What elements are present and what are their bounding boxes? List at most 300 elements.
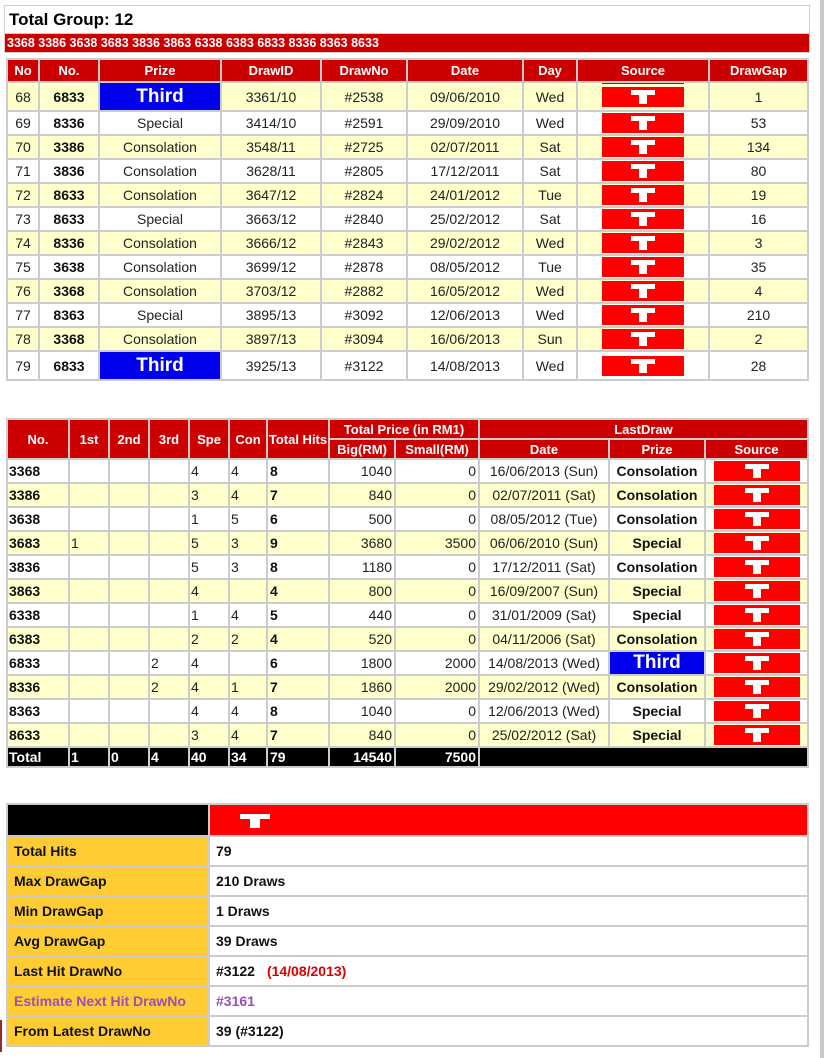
- row-prize: Consolation: [100, 280, 220, 302]
- row-draw-id: 3895/13: [222, 304, 320, 326]
- row-big: 3680: [330, 532, 394, 554]
- row-day: Tue: [524, 184, 576, 206]
- row-small: 0: [396, 508, 478, 530]
- row-lastdraw-prize: Consolation: [610, 556, 704, 578]
- row-day: Tue: [524, 256, 576, 278]
- table-row: [8, 532, 807, 554]
- row-day: Wed: [524, 112, 576, 134]
- page-edge-mark: [0, 1020, 2, 1052]
- toto-logo-icon[interactable]: [714, 677, 800, 697]
- table-row: [8, 700, 807, 722]
- row-second: [110, 484, 148, 506]
- stats-value-date: (14/08/2013): [266, 963, 347, 979]
- total-row: [8, 748, 807, 766]
- row-draw-no: #2538: [322, 83, 406, 110]
- toto-logo-icon[interactable]: [602, 161, 684, 181]
- row-lastdraw-date: 12/06/2013 (Wed): [480, 700, 608, 722]
- row-lastdraw-date: 31/01/2009 (Sat): [480, 604, 608, 626]
- row-no: 74: [8, 232, 38, 254]
- group-numbers: 3368 3386 3638 3683 3836 3863 6338 6383 6833 8336 8363 8633: [5, 33, 809, 52]
- col-first: 1st: [70, 420, 108, 458]
- stats-table: [6, 803, 809, 1047]
- row-draw-gap: 35: [710, 256, 807, 278]
- row-source[interactable]: [578, 208, 708, 230]
- row-draw-gap: 4: [710, 280, 807, 302]
- row-lastdraw-prize: Special: [610, 724, 704, 746]
- table-row: [8, 184, 807, 206]
- row-small: 0: [396, 484, 478, 506]
- col-second: 2nd: [110, 420, 148, 458]
- row-second: [110, 700, 148, 722]
- row-draw-id: 3361/10: [222, 83, 320, 110]
- row-draw-no: #2882: [322, 280, 406, 302]
- stats-value-text: 210 Draws: [216, 873, 286, 889]
- row-number: 8336: [40, 232, 98, 254]
- row-no: 69: [8, 112, 38, 134]
- row-small: 0: [396, 604, 478, 626]
- number-summary-table: [6, 418, 809, 768]
- row-prize: Special: [100, 112, 220, 134]
- table-header-row: [8, 420, 807, 438]
- row-date: 12/06/2013: [408, 304, 522, 326]
- row-first: [70, 628, 108, 650]
- row-big: 840: [330, 724, 394, 746]
- row-number: 6383: [8, 628, 68, 650]
- row-number: 3836: [40, 160, 98, 182]
- row-date: 16/05/2012: [408, 280, 522, 302]
- total-label: Total: [8, 748, 68, 766]
- row-prize: Consolation: [100, 136, 220, 158]
- col-consolation: Con: [230, 420, 266, 458]
- row-source[interactable]: [578, 352, 708, 379]
- row-day: Wed: [524, 83, 576, 110]
- col-small: Small(RM): [396, 440, 478, 458]
- total-third: 4: [150, 748, 188, 766]
- row-first: 1: [70, 532, 108, 554]
- toto-logo-icon[interactable]: [714, 509, 800, 529]
- toto-logo-icon[interactable]: [714, 725, 800, 745]
- row-draw-no: #2725: [322, 136, 406, 158]
- table-row: [8, 676, 807, 698]
- row-lastdraw-source[interactable]: [706, 724, 807, 746]
- row-consolation: 4: [230, 700, 266, 722]
- total-small: 7500: [396, 748, 478, 766]
- table-row: [8, 304, 807, 326]
- col-lastdraw-source: Source: [706, 440, 807, 458]
- stats-value-text: 1 Draws: [216, 903, 270, 919]
- stats-label: From Latest DrawNo: [8, 1017, 208, 1045]
- row-prize: Consolation: [100, 184, 220, 206]
- row-source[interactable]: [578, 328, 708, 350]
- row-lastdraw-date: 06/06/2010 (Sun): [480, 532, 608, 554]
- row-second: [110, 724, 148, 746]
- row-draw-id: 3703/12: [222, 280, 320, 302]
- row-third: [150, 484, 188, 506]
- row-lastdraw-source[interactable]: [706, 700, 807, 722]
- row-consolation: 1: [230, 676, 266, 698]
- row-lastdraw-source[interactable]: [706, 628, 807, 650]
- row-draw-gap: 19: [710, 184, 807, 206]
- row-total-hits: 7: [268, 724, 328, 746]
- row-small: 3500: [396, 532, 478, 554]
- row-consolation: 4: [230, 604, 266, 626]
- row-day: Sat: [524, 136, 576, 158]
- table-row: [8, 580, 807, 602]
- row-draw-gap: 28: [710, 352, 807, 379]
- row-draw-no: #3092: [322, 304, 406, 326]
- table-row: [8, 160, 807, 182]
- row-number: 6833: [8, 652, 68, 674]
- row-first: [70, 508, 108, 530]
- toto-logo-icon[interactable]: [602, 281, 684, 301]
- row-second: [110, 508, 148, 530]
- stats-label: Estimate Next Hit DrawNo: [8, 987, 208, 1015]
- row-number: 8633: [8, 724, 68, 746]
- row-lastdraw-source[interactable]: [706, 508, 807, 530]
- row-lastdraw-source[interactable]: [706, 484, 807, 506]
- row-lastdraw-date: 14/08/2013 (Wed): [480, 652, 608, 674]
- row-no: 68: [8, 83, 38, 110]
- row-special: 4: [190, 652, 228, 674]
- row-draw-id: 3548/11: [222, 136, 320, 158]
- row-date: 17/12/2011: [408, 160, 522, 182]
- row-date: 08/05/2012: [408, 256, 522, 278]
- row-first: [70, 556, 108, 578]
- row-number: 8336: [8, 676, 68, 698]
- row-draw-no: #2843: [322, 232, 406, 254]
- row-lastdraw-source[interactable]: [706, 652, 807, 674]
- total-big: 14540: [330, 748, 394, 766]
- row-number: 6338: [8, 604, 68, 626]
- row-number: 3638: [8, 508, 68, 530]
- stats-value: [210, 927, 807, 955]
- row-number: 3368: [40, 280, 98, 302]
- table-row: [8, 256, 807, 278]
- row-day: Wed: [524, 304, 576, 326]
- row-source[interactable]: [578, 83, 708, 110]
- row-small: 2000: [396, 676, 478, 698]
- stats-label: Avg DrawGap: [8, 927, 208, 955]
- row-number: 3836: [8, 556, 68, 578]
- row-first: [70, 460, 108, 482]
- row-lastdraw-date: 08/05/2012 (Tue): [480, 508, 608, 530]
- row-small: 0: [396, 580, 478, 602]
- row-draw-gap: 80: [710, 160, 807, 182]
- row-draw-id: 3647/12: [222, 184, 320, 206]
- toto-logo-icon[interactable]: [602, 137, 684, 157]
- row-special: 3: [190, 724, 228, 746]
- row-no: 75: [8, 256, 38, 278]
- row-total-hits: 9: [268, 532, 328, 554]
- row-consolation: 3: [230, 556, 266, 578]
- toto-logo-icon[interactable]: [602, 305, 684, 325]
- col-draw-id: DrawID: [222, 60, 320, 81]
- row-number: 3863: [8, 580, 68, 602]
- row-third: [150, 628, 188, 650]
- row-big: 1860: [330, 676, 394, 698]
- stats-value: [210, 1017, 807, 1045]
- stats-value: [210, 867, 807, 895]
- toto-logo-icon[interactable]: [714, 653, 800, 673]
- row-number: 8363: [40, 304, 98, 326]
- table-row: [8, 208, 807, 230]
- col-date: Date: [408, 60, 522, 81]
- row-lastdraw-source[interactable]: [706, 460, 807, 482]
- row-small: 0: [396, 724, 478, 746]
- row-lastdraw-source[interactable]: [706, 604, 807, 626]
- row-day: Sat: [524, 208, 576, 230]
- row-date: 29/02/2012: [408, 232, 522, 254]
- row-third: [150, 556, 188, 578]
- row-small: 2000: [396, 652, 478, 674]
- row-no: 78: [8, 328, 38, 350]
- stats-value: [210, 987, 807, 1015]
- toto-logo-icon[interactable]: [602, 356, 684, 376]
- row-third: [150, 580, 188, 602]
- row-second: [110, 604, 148, 626]
- group-header: [4, 5, 810, 53]
- stats-row: [8, 837, 807, 865]
- col-lastdraw-date: Date: [480, 440, 608, 458]
- stats-value-text: 79: [216, 843, 232, 859]
- stats-value-text: #3161: [216, 993, 255, 1009]
- row-special: 2: [190, 628, 228, 650]
- row-total-hits: 6: [268, 508, 328, 530]
- row-day: Wed: [524, 280, 576, 302]
- col-source: Source: [578, 60, 708, 81]
- row-no: 73: [8, 208, 38, 230]
- toto-logo-icon[interactable]: [602, 113, 684, 133]
- row-draw-no: #3122: [322, 352, 406, 379]
- row-second: [110, 460, 148, 482]
- row-prize: Consolation: [100, 232, 220, 254]
- stats-label: Total Hits: [8, 837, 208, 865]
- row-total-hits: 8: [268, 460, 328, 482]
- toto-logo-icon[interactable]: [714, 701, 800, 721]
- row-first: [70, 484, 108, 506]
- row-total-hits: 7: [268, 676, 328, 698]
- stats-row: [8, 1017, 807, 1045]
- row-draw-id: 3699/12: [222, 256, 320, 278]
- row-no: 77: [8, 304, 38, 326]
- row-lastdraw-prize: Consolation: [610, 628, 704, 650]
- table-row: [8, 628, 807, 650]
- table-row: [8, 652, 807, 674]
- row-lastdraw-prize: Consolation: [610, 484, 704, 506]
- toto-logo-icon[interactable]: [602, 87, 684, 107]
- row-draw-gap: 16: [710, 208, 807, 230]
- row-number: 6833: [40, 352, 98, 379]
- row-lastdraw-source[interactable]: [706, 676, 807, 698]
- row-number: 8336: [40, 112, 98, 134]
- col-no: No: [8, 60, 38, 81]
- toto-logo-icon[interactable]: [602, 233, 684, 253]
- stats-header-blank: [8, 805, 208, 835]
- row-first: [70, 724, 108, 746]
- stats-value: [210, 957, 807, 985]
- col-lastdraw-prize: Prize: [610, 440, 704, 458]
- row-no: 71: [8, 160, 38, 182]
- row-lastdraw-date: 25/02/2012 (Sat): [480, 724, 608, 746]
- row-big: 800: [330, 580, 394, 602]
- row-draw-id: 3897/13: [222, 328, 320, 350]
- row-small: 0: [396, 460, 478, 482]
- row-draw-no: #3094: [322, 328, 406, 350]
- total-blank: [480, 748, 807, 766]
- col-draw-no: DrawNo: [322, 60, 406, 81]
- row-third: [150, 460, 188, 482]
- stats-value-text: 39 (#3122): [216, 1023, 284, 1039]
- row-consolation: [230, 652, 266, 674]
- row-day: Wed: [524, 352, 576, 379]
- toto-logo-icon[interactable]: [602, 185, 684, 205]
- row-lastdraw-date: 16/09/2007 (Sun): [480, 580, 608, 602]
- row-big: 440: [330, 604, 394, 626]
- stats-label: Min DrawGap: [8, 897, 208, 925]
- row-lastdraw-source[interactable]: [706, 580, 807, 602]
- toto-logo-icon[interactable]: [714, 581, 800, 601]
- scrollbar[interactable]: [820, 0, 824, 1058]
- row-day: Sat: [524, 160, 576, 182]
- row-date: 25/02/2012: [408, 208, 522, 230]
- row-number: 8633: [40, 208, 98, 230]
- stats-label: Last Hit DrawNo: [8, 957, 208, 985]
- row-lastdraw-date: 16/06/2013 (Sun): [480, 460, 608, 482]
- toto-logo-icon[interactable]: [602, 329, 684, 349]
- toto-logo-icon[interactable]: [714, 533, 800, 553]
- row-lastdraw-source[interactable]: [706, 556, 807, 578]
- row-source[interactable]: [578, 280, 708, 302]
- row-second: [110, 556, 148, 578]
- toto-logo-icon[interactable]: [714, 461, 800, 481]
- row-lastdraw-prize: Consolation: [610, 676, 704, 698]
- row-prize: Third: [100, 83, 220, 110]
- total-second: 0: [110, 748, 148, 766]
- row-date: 24/01/2012: [408, 184, 522, 206]
- stats-label: Max DrawGap: [8, 867, 208, 895]
- table-row: [8, 136, 807, 158]
- toto-logo-icon[interactable]: [714, 629, 800, 649]
- row-number: 3368: [8, 460, 68, 482]
- row-number: 8363: [8, 700, 68, 722]
- row-total-hits: 4: [268, 628, 328, 650]
- row-draw-gap: 2: [710, 328, 807, 350]
- row-source[interactable]: [578, 112, 708, 134]
- row-lastdraw-date: 17/12/2011 (Sat): [480, 556, 608, 578]
- row-lastdraw-prize: Special: [610, 580, 704, 602]
- total-special: 40: [190, 748, 228, 766]
- table-row: [8, 604, 807, 626]
- row-big: 1040: [330, 460, 394, 482]
- total-hits: 79: [268, 748, 328, 766]
- table-row: [8, 112, 807, 134]
- col-number: No.: [40, 60, 98, 81]
- row-special: 1: [190, 604, 228, 626]
- row-draw-gap: 210: [710, 304, 807, 326]
- row-draw-id: 3663/12: [222, 208, 320, 230]
- row-consolation: 4: [230, 460, 266, 482]
- row-total-hits: 5: [268, 604, 328, 626]
- toto-logo-icon[interactable]: [602, 257, 684, 277]
- row-source[interactable]: [578, 232, 708, 254]
- row-lastdraw-source[interactable]: [706, 532, 807, 554]
- row-prize: Consolation: [100, 160, 220, 182]
- stats-row: [8, 897, 807, 925]
- row-total-hits: 8: [268, 700, 328, 722]
- row-draw-gap: 53: [710, 112, 807, 134]
- row-special: 5: [190, 556, 228, 578]
- row-source[interactable]: [578, 304, 708, 326]
- col-number: No.: [8, 420, 68, 458]
- row-number: 8633: [40, 184, 98, 206]
- row-number: 3638: [40, 256, 98, 278]
- row-big: 1180: [330, 556, 394, 578]
- row-special: 4: [190, 676, 228, 698]
- table-row: [8, 232, 807, 254]
- stats-value-text: 39 Draws: [216, 933, 278, 949]
- row-first: [70, 700, 108, 722]
- table-row: [8, 352, 807, 379]
- row-lastdraw-prize: Special: [610, 700, 704, 722]
- row-source[interactable]: [578, 184, 708, 206]
- toto-logo-icon[interactable]: [714, 485, 800, 505]
- row-lastdraw-prize: Special: [610, 532, 704, 554]
- stats-row: [8, 927, 807, 955]
- row-prize: Special: [100, 208, 220, 230]
- row-lastdraw-date: 02/07/2011 (Sat): [480, 484, 608, 506]
- row-number: 6833: [40, 83, 98, 110]
- row-first: [70, 652, 108, 674]
- row-prize: Consolation: [100, 256, 220, 278]
- row-second: [110, 652, 148, 674]
- row-first: [70, 676, 108, 698]
- table-row: [8, 484, 807, 506]
- row-date: 02/07/2011: [408, 136, 522, 158]
- toto-logo-icon[interactable]: [602, 209, 684, 229]
- row-source[interactable]: [578, 136, 708, 158]
- row-draw-no: #2840: [322, 208, 406, 230]
- col-prize: Prize: [100, 60, 220, 81]
- table-row: [8, 460, 807, 482]
- row-third: [150, 700, 188, 722]
- row-consolation: 2: [230, 628, 266, 650]
- row-draw-id: 3628/11: [222, 160, 320, 182]
- toto-logo-icon[interactable]: [714, 557, 800, 577]
- row-date: 16/06/2013: [408, 328, 522, 350]
- toto-logo-icon[interactable]: [714, 605, 800, 625]
- row-lastdraw-date: 29/02/2012 (Wed): [480, 676, 608, 698]
- row-draw-no: #2805: [322, 160, 406, 182]
- stats-row: [8, 987, 807, 1015]
- row-third: [150, 532, 188, 554]
- row-source[interactable]: [578, 160, 708, 182]
- row-draw-gap: 134: [710, 136, 807, 158]
- col-big: Big(RM): [330, 440, 394, 458]
- row-third: [150, 604, 188, 626]
- col-draw-gap: DrawGap: [710, 60, 807, 81]
- row-small: 0: [396, 628, 478, 650]
- col-total-hits: Total Hits: [268, 420, 328, 458]
- row-source[interactable]: [578, 256, 708, 278]
- row-third: 2: [150, 652, 188, 674]
- toto-logo-icon: [240, 814, 270, 828]
- row-big: 520: [330, 628, 394, 650]
- row-day: Wed: [524, 232, 576, 254]
- row-number: 3683: [8, 532, 68, 554]
- row-draw-no: #2591: [322, 112, 406, 134]
- stats-row: [8, 867, 807, 895]
- row-lastdraw-prize: Consolation: [610, 508, 704, 530]
